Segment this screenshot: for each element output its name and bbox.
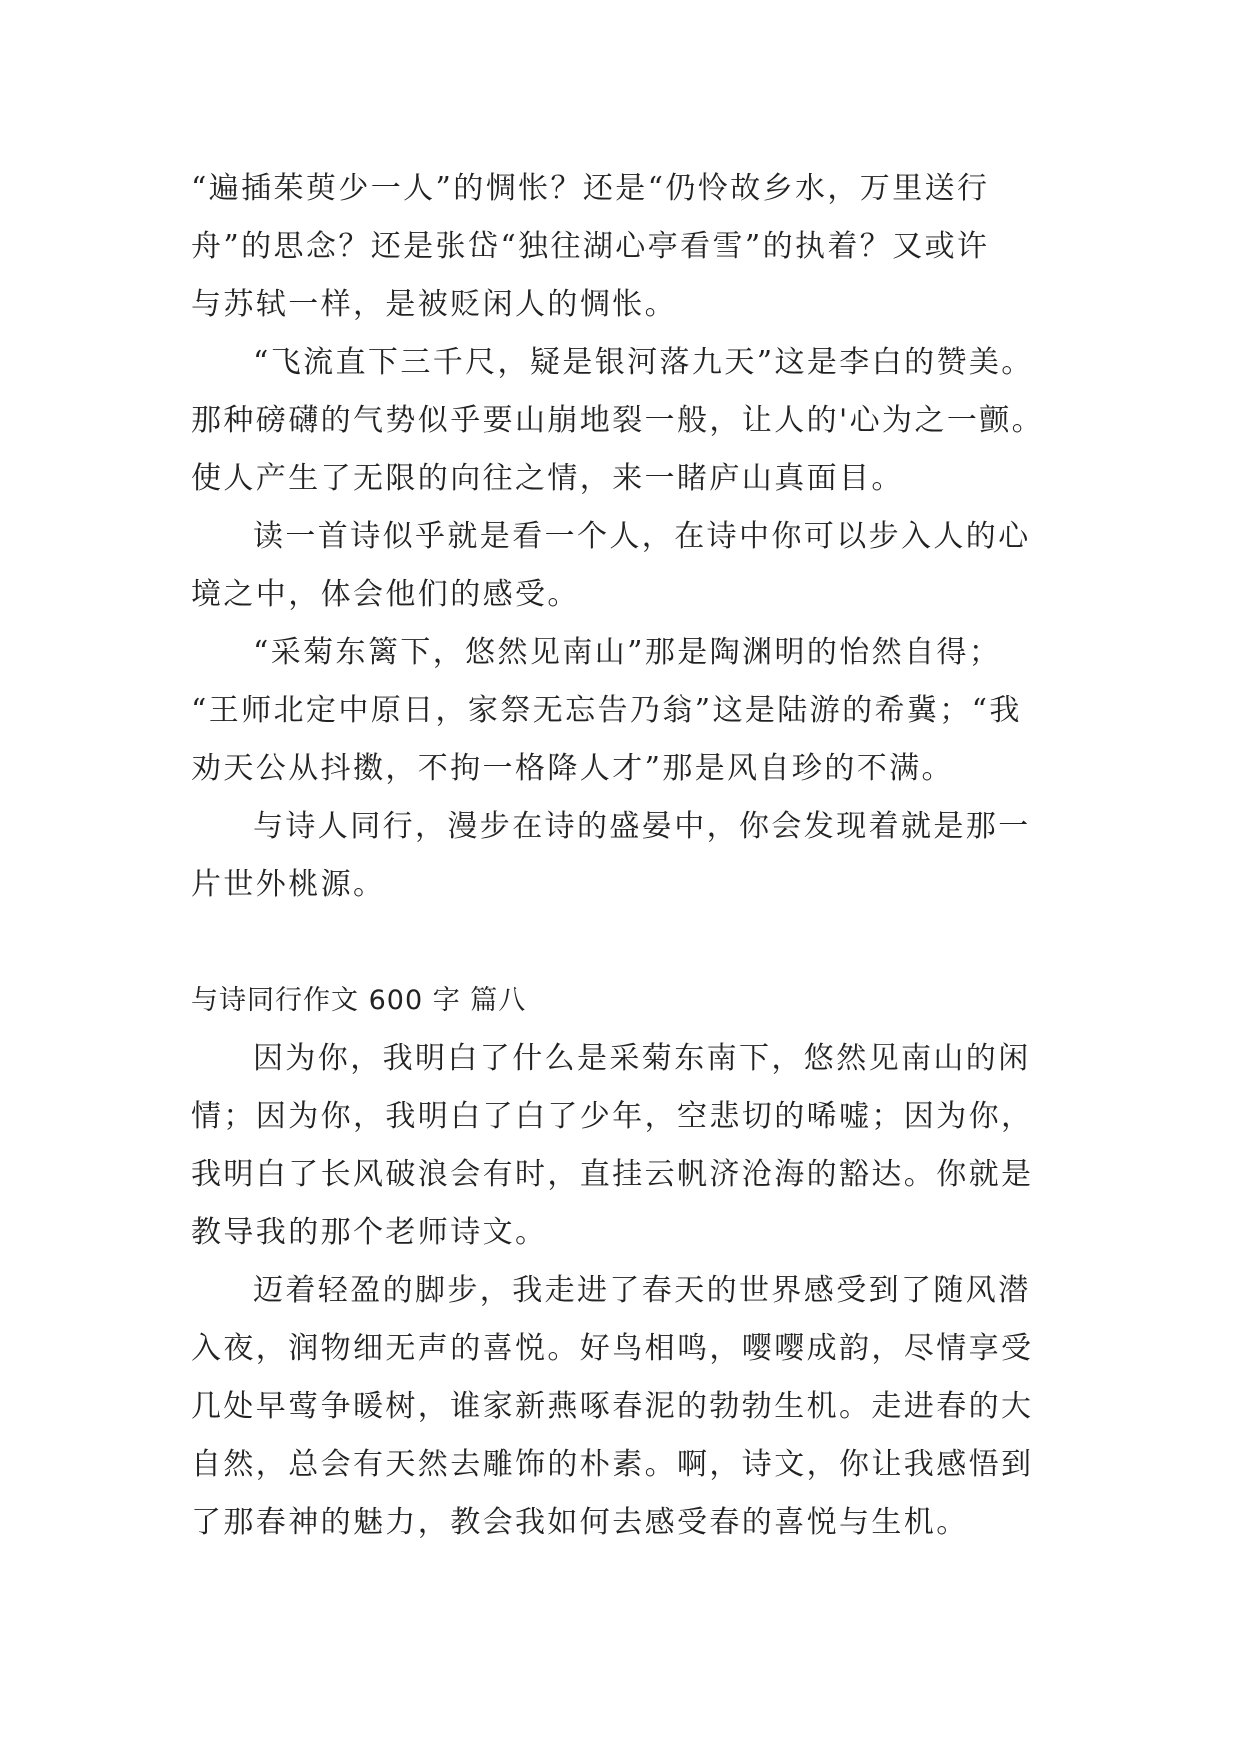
paragraph-start-line: “飞流直下三千尺，疑是银河落九天”这是李白的赞美。	[253, 345, 1034, 380]
text-line: 那种磅礴的气势似乎要山崩地裂一般，让人的'心为之一颤。	[191, 403, 1045, 438]
blank-line	[191, 914, 1071, 972]
text-line: 与苏轼一样，是被贬闲人的惆怅。	[191, 287, 677, 322]
text-line: “王师北定中原日，家祭无忘告乃翁”这是陆游的希冀；“我	[191, 693, 1022, 728]
paragraph-start-line: 迈着轻盈的脚步，我走进了春天的世界感受到了随风潜	[253, 1273, 1031, 1308]
section-heading: 与诗同行作文 600 字 篇八	[191, 985, 527, 1016]
paragraph-start-line: 与诗人同行，漫步在诗的盛晏中，你会发现着就是那一	[253, 809, 1031, 844]
text-line: 劝天公从抖擞，不拘一格降人才”那是风自珍的不满。	[191, 751, 954, 786]
text-line: 自然，总会有天然去雕饰的朴素。啊，诗文，你让我感悟到	[191, 1447, 1034, 1482]
text-line: 入夜，润物细无声的喜悦。好鸟相鸣，嘤嘤成韵，尽情享受	[191, 1331, 1034, 1366]
text-line: 使人产生了无限的向往之情，来一睹庐山真面目。	[191, 461, 904, 496]
text-line: 教导我的那个老师诗文。	[191, 1215, 548, 1250]
paragraph-start-line: “采菊东篱下，悠然见南山”那是陶渊明的怡然自得；	[253, 635, 1002, 670]
text-line: 了那春神的魅力，教会我如何去感受春的喜悦与生机。	[191, 1505, 969, 1540]
text-line: 舟”的思念？还是张岱“独往湖心亭看雪”的执着？又或许	[191, 229, 990, 264]
paragraph-start-line: 读一首诗似乎就是看一个人，在诗中你可以步入人的心	[253, 519, 1031, 554]
essay-body	[191, 160, 1071, 1552]
text-line: 境之中，体会他们的感受。	[191, 577, 580, 612]
paragraph-start-line: 因为你，我明白了什么是采菊东南下，悠然见南山的闲	[253, 1041, 1031, 1076]
text-line: 情；因为你，我明白了白了少年，空悲切的唏嘘；因为你，	[191, 1099, 1034, 1134]
text-line: 我明白了长风破浪会有时，直挂云帆济沧海的豁达。你就是	[191, 1157, 1034, 1192]
text-line: 几处早莺争暖树，谁家新燕啄春泥的勃勃生机。走进春的大	[191, 1389, 1034, 1424]
text-line: “遍插茱萸少一人”的惆怅？还是“仍怜故乡水，万里送行	[191, 171, 990, 206]
text-line: 片世外桃源。	[191, 867, 386, 902]
